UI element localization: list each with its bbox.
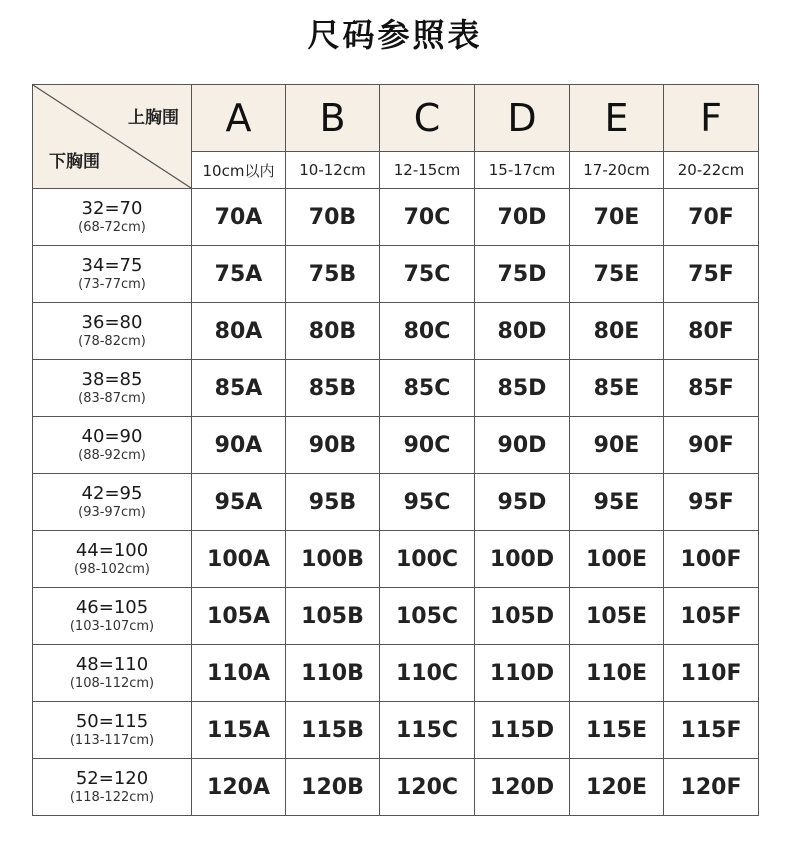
size-cell: 70E [570,189,664,246]
band-size-cell [33,702,192,759]
size-cell: 105D [475,588,570,645]
size-cell: 80B [286,303,380,360]
size-cell: 75C [380,246,475,303]
size-cell: 90B [286,417,380,474]
table-row [33,702,759,759]
size-cell: 105E [570,588,664,645]
band-size-cm-range: (103-107cm) [69,619,155,635]
size-cell: 85F [664,360,759,417]
band-size-cm-range: (93-97cm) [78,505,146,521]
size-cell: 120D [475,759,570,816]
size-cell: 95C [380,474,475,531]
diagonal-divider [33,85,191,188]
size-cell: 100F [664,531,759,588]
band-size-label: 38=85 [81,368,143,390]
size-cell: 105B [286,588,380,645]
size-cell: 75B [286,246,380,303]
table-row [33,588,759,645]
size-cell: 95D [475,474,570,531]
size-cell: 70D [475,189,570,246]
band-size-cm-range: (83-87cm) [78,391,146,407]
cup-letter-a: A [192,85,286,152]
band-size-label: 48=110 [75,653,149,675]
size-cell: 115B [286,702,380,759]
band-size-cm-range: (98-102cm) [73,562,150,578]
band-size-cm-range: (113-117cm) [69,733,155,749]
header-row-letters [33,85,759,152]
cup-letter-b: B [286,85,380,152]
cup-letter-e: E [570,85,664,152]
cup-range-d: 15-17cm [475,152,570,189]
band-size-label: 46=105 [75,596,149,618]
cup-range-e: 17-20cm [570,152,664,189]
band-size-cm-range: (88-92cm) [78,448,146,464]
cup-letter-c: C [380,85,475,152]
size-cell: 75E [570,246,664,303]
cup-range-c: 12-15cm [380,152,475,189]
band-size-label: 32=70 [81,197,143,219]
size-cell: 115D [475,702,570,759]
size-cell: 85A [192,360,286,417]
cup-range-a: 10cm以内 [192,152,286,189]
band-size-label: 44=100 [75,539,149,561]
size-cell: 110F [664,645,759,702]
size-cell: 110C [380,645,475,702]
table-row [33,645,759,702]
table-row [33,189,759,246]
size-cell: 80C [380,303,475,360]
band-size-label: 50=115 [75,710,149,732]
size-cell: 100C [380,531,475,588]
cup-range-f: 20-22cm [664,152,759,189]
size-cell: 85C [380,360,475,417]
size-cell: 90A [192,417,286,474]
size-cell: 75F [664,246,759,303]
size-cell: 95A [192,474,286,531]
table-row [33,759,759,816]
size-cell: 90E [570,417,664,474]
table-row [33,531,759,588]
band-size-label: 36=80 [81,311,143,333]
size-cell: 115A [192,702,286,759]
cup-letter-d: D [475,85,570,152]
table-row [33,474,759,531]
band-size-cm-range: (68-72cm) [78,220,146,236]
cup-range-b: 10-12cm [286,152,380,189]
size-cell: 115F [664,702,759,759]
size-cell: 120C [380,759,475,816]
size-cell: 95E [570,474,664,531]
size-cell: 90F [664,417,759,474]
upper-bust-label: 上胸围 [128,108,179,128]
size-cell: 110A [192,645,286,702]
size-cell: 105F [664,588,759,645]
table-row [33,360,759,417]
band-size-cm-range: (108-112cm) [69,676,155,692]
band-size-cell [33,189,192,246]
band-size-cell [33,246,192,303]
size-cell: 120A [192,759,286,816]
size-cell: 90C [380,417,475,474]
size-cell: 100A [192,531,286,588]
band-size-cm-range: (78-82cm) [78,334,146,350]
page-title: 尺码参照表 [307,16,483,54]
size-cell: 85D [475,360,570,417]
size-cell: 80E [570,303,664,360]
table-row [33,417,759,474]
size-cell: 70A [192,189,286,246]
band-size-label: 40=90 [81,425,143,447]
size-cell: 100D [475,531,570,588]
band-size-label: 52=120 [75,767,149,789]
size-cell: 70B [286,189,380,246]
size-cell: 110E [570,645,664,702]
size-cell: 80D [475,303,570,360]
corner-header-cell [33,85,192,189]
size-chart-table [32,84,759,816]
table-row [33,246,759,303]
size-cell: 85E [570,360,664,417]
band-size-label: 34=75 [81,254,143,276]
size-cell: 75D [475,246,570,303]
band-size-cm-range: (118-122cm) [69,790,155,806]
band-size-cell [33,417,192,474]
size-cell: 110B [286,645,380,702]
band-size-label: 42=95 [81,482,143,504]
size-cell: 110D [475,645,570,702]
band-size-cell [33,588,192,645]
table-row [33,303,759,360]
size-cell: 75A [192,246,286,303]
size-cell: 90D [475,417,570,474]
size-cell: 95F [664,474,759,531]
size-cell: 115E [570,702,664,759]
size-cell: 120E [570,759,664,816]
size-cell: 85B [286,360,380,417]
size-cell: 105C [380,588,475,645]
cup-letter-f: F [664,85,759,152]
band-size-cell [33,303,192,360]
size-cell: 115C [380,702,475,759]
size-cell: 120F [664,759,759,816]
size-cell: 120B [286,759,380,816]
size-cell: 80A [192,303,286,360]
band-size-cell [33,759,192,816]
size-cell: 70F [664,189,759,246]
size-cell: 100E [570,531,664,588]
band-size-cell [33,474,192,531]
size-cell: 80F [664,303,759,360]
band-size-cell [33,645,192,702]
size-cell: 100B [286,531,380,588]
size-cell: 95B [286,474,380,531]
size-cell: 105A [192,588,286,645]
band-size-cell [33,531,192,588]
under-bust-label: 下胸围 [49,152,100,172]
band-size-cell [33,360,192,417]
band-size-cm-range: (73-77cm) [78,277,146,293]
size-cell: 70C [380,189,475,246]
